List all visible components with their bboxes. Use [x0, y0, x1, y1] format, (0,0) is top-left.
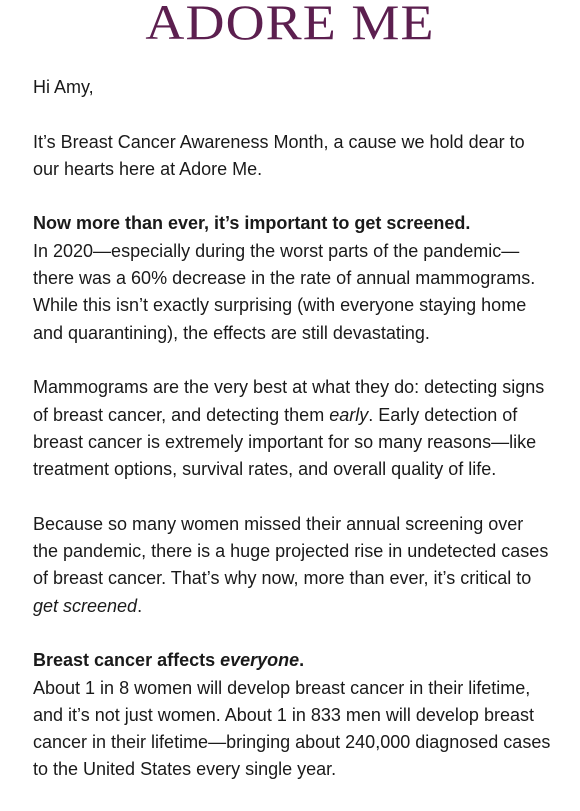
heading-text: Now more than ever, it’s important to get screened. [33, 213, 471, 234]
pandemic-paragraph: In 2020—especially during the worst parts of the pandemic—there was a 60% decrease in the rate of annual mammograms. While this isn’t exactly surprising (with everyone staying home and quarantining), the effects are still devastating. [33, 240, 536, 343]
mammograms-paragraph [33, 374, 553, 483]
missed-screening-paragraph [33, 511, 553, 620]
heading-part: Breast cancer affects [33, 650, 221, 671]
emphasis-text: early [329, 404, 369, 425]
email-body [33, 74, 553, 811]
heading-text [33, 650, 304, 670]
section-heading-get-screened [33, 210, 553, 237]
heading-emphasis: everyone [220, 650, 300, 671]
emphasis-text: get screened [33, 595, 138, 616]
intro-paragraph: It’s Breast Cancer Awareness Month, a cause we hold dear to our hearts here at Adore Me. [33, 131, 525, 179]
text-part: . Early detection of breast cancer is extremely important for so many reasons—like treatment options, survival rates, and overall quality of life. [33, 404, 537, 480]
adore-me-logo[interactable]: ADORE ME [145, 0, 435, 50]
greeting: Hi Amy, [33, 77, 94, 97]
statistics-paragraph: About 1 in 8 women will develop breast cancer in their lifetime, and it’s not just women. About 1 in 833 men will develop breast cancer in their lifetime—bringing about 240,000 diagnosed cases to the United States every single year. [33, 677, 551, 780]
text-part: . [137, 595, 143, 616]
text-part: Because so many women missed their annual screening over the pandemic, there is a huge projected rise in undetected cases of breast cancer. That’s why now, more than ever, it’s critical to [33, 513, 549, 589]
text-part: Mammograms are the very best at what they do: detecting signs of breast cancer, and detecting them [33, 377, 545, 425]
heading-part: . [299, 650, 305, 671]
section-heading-affects-everyone [33, 647, 553, 674]
